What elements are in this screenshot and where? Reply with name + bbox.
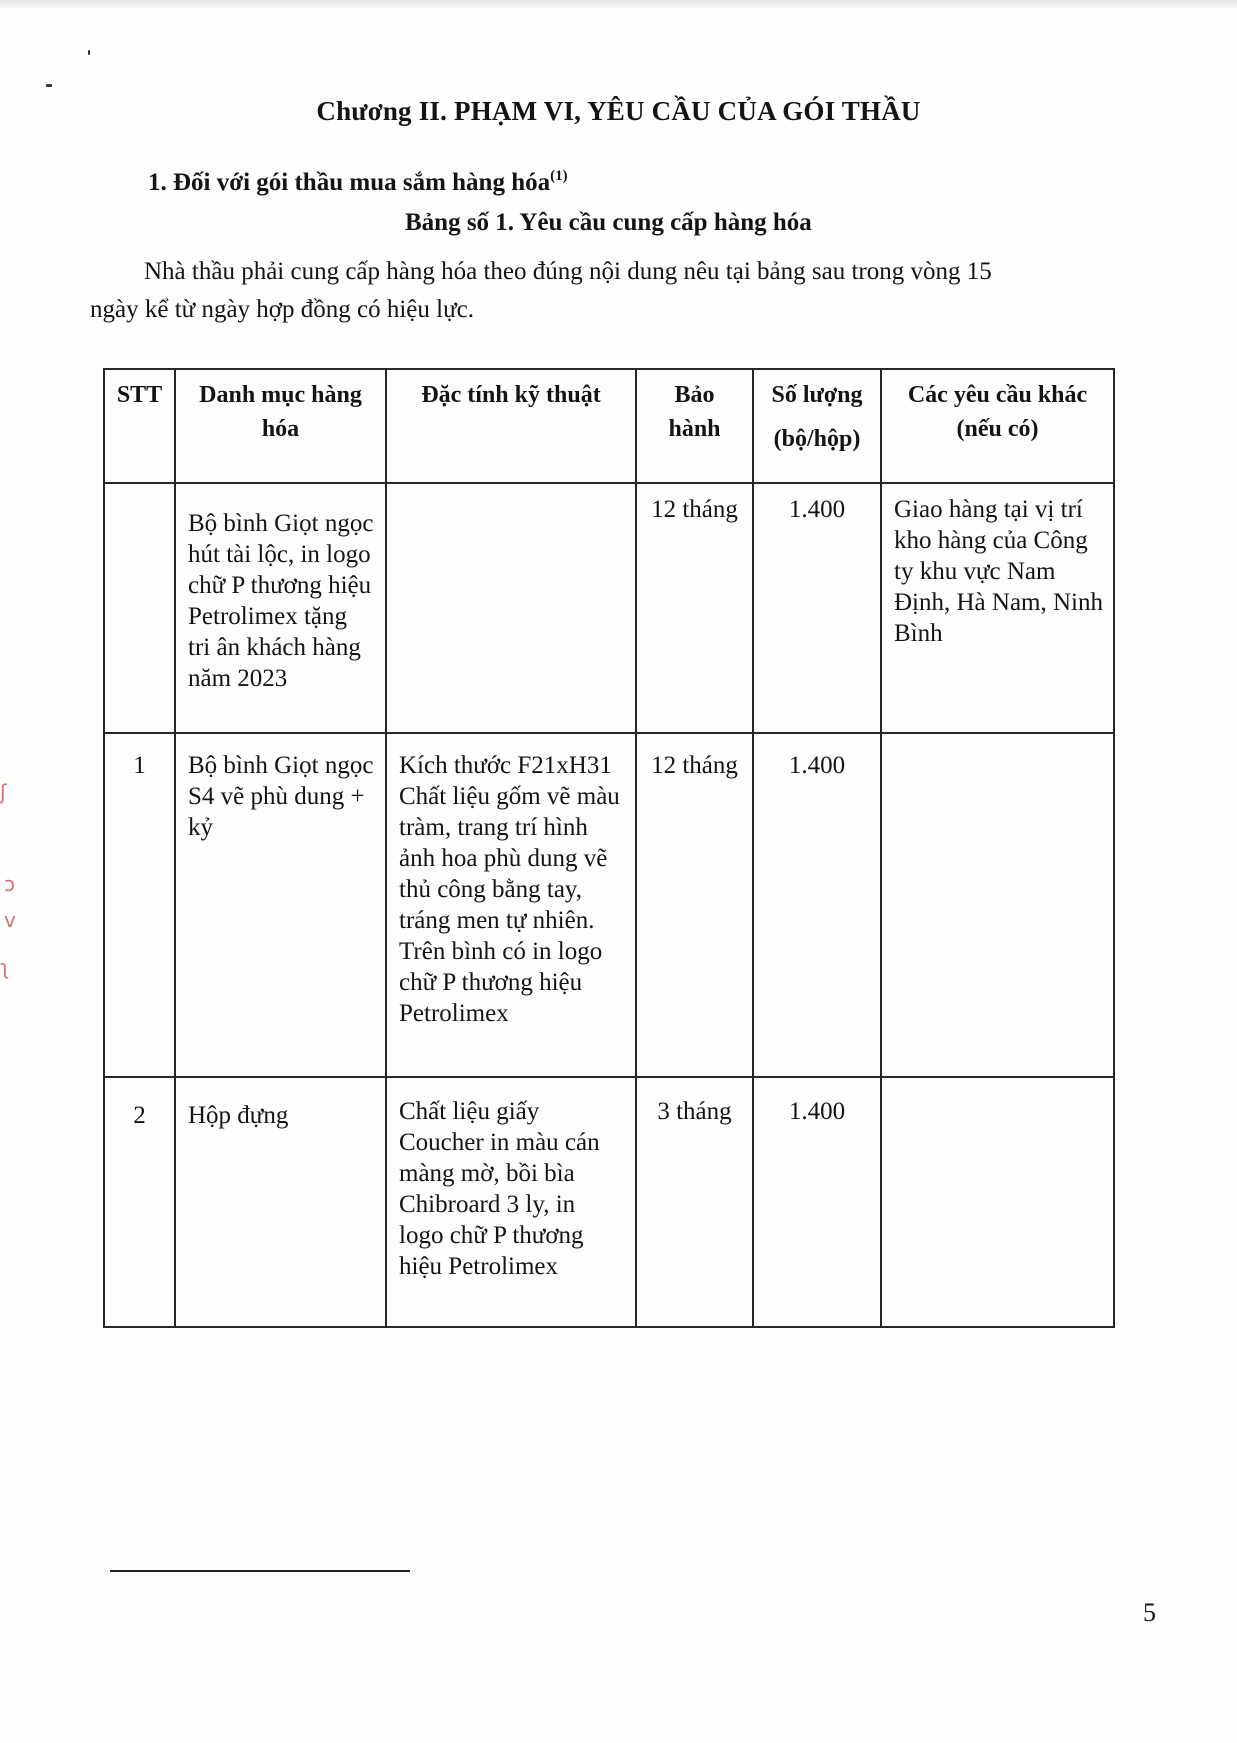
margin-stamp-mark: v <box>4 908 16 932</box>
margin-stamp-mark: ↄ <box>4 872 15 896</box>
cell-stt: 2 <box>104 1077 175 1327</box>
intro-line: ngày kể từ ngày hợp đồng có hiệu lực. <box>90 296 474 323</box>
cell-other <box>881 733 1114 1077</box>
cell-stt: 1 <box>104 733 175 1077</box>
header-quantity-unit: (bộ/hộp) <box>773 426 861 452</box>
cell-spec <box>386 483 636 733</box>
header-stt: STT <box>104 369 175 483</box>
cell-quantity: 1.400 <box>753 1077 881 1327</box>
margin-stamp-mark: ʃ <box>0 780 7 804</box>
margin-stamp-mark: ʅ <box>0 955 10 979</box>
header-spec: Đặc tính kỹ thuật <box>386 369 636 483</box>
cell-quantity: 1.400 <box>753 483 881 733</box>
cell-warranty: 12 tháng <box>636 483 753 733</box>
table-row <box>104 733 1114 1077</box>
scan-speck <box>88 50 90 55</box>
cell-warranty: 3 tháng <box>636 1077 753 1327</box>
footnote-separator <box>110 1570 410 1572</box>
cell-spec: Chất liệu giấy Coucher in màu cán màng mờ, bồi bìa Chibroard 3 ly, in logo chữ P thương hiệu Petrolimex <box>386 1077 636 1327</box>
chapter-title: Chương II. PHẠM VI, YÊU CẦU CỦA GÓI THẦU <box>316 96 921 126</box>
intro-paragraph <box>90 253 1140 329</box>
cell-stt <box>104 483 175 733</box>
page-number: 5 <box>1143 1598 1156 1627</box>
intro-line: Nhà thầu phải cung cấp hàng hóa theo đúng nội dung nêu tại bảng sau trong vòng 15 <box>144 258 992 285</box>
table-row <box>104 483 1114 733</box>
header-item: Danh mục hàng hóa <box>175 369 386 483</box>
header-warranty: Bảo hành <box>636 369 753 483</box>
cell-item: Hộp đựng <box>175 1077 386 1327</box>
cell-quantity: 1.400 <box>753 733 881 1077</box>
header-quantity-label: Số lượng <box>771 382 863 408</box>
goods-requirements-table <box>103 368 1115 1328</box>
header-other: Các yêu cầu khác (nếu có) <box>881 369 1114 483</box>
cell-other: Giao hàng tại vị trí kho hàng của Công ty khu vực Nam Định, Hà Nam, Ninh Bình <box>881 483 1114 733</box>
cell-item: Bộ bình Giọt ngọc hút tài lộc, in logo chữ P thương hiệu Petrolimex tặng tri ân khách hàng năm 2023 <box>175 483 386 733</box>
section-heading <box>148 168 568 197</box>
footnote-ref: (1) <box>550 168 568 184</box>
scan-edge <box>0 0 1237 8</box>
cell-spec: Kích thước F21xH31 Chất liệu gốm vẽ màu tràm, trang trí hình ảnh hoa phù dung vẽ thủ công bằng tay, tráng men tự nhiên. Trên bình có in logo chữ P thương hiệu Petrolimex <box>386 733 636 1077</box>
section-heading-text: 1. Đối với gói thầu mua sắm hàng hóa <box>148 169 551 196</box>
cell-other <box>881 1077 1114 1327</box>
cell-warranty: 12 tháng <box>636 733 753 1077</box>
table-caption: Bảng số 1. Yêu cầu cung cấp hàng hóa <box>405 209 812 236</box>
table-header-row <box>104 369 1114 483</box>
scan-speck <box>46 84 52 87</box>
table-row <box>104 1077 1114 1327</box>
header-quantity <box>753 369 881 483</box>
cell-item: Bộ bình Giọt ngọc S4 vẽ phù dung + kỷ <box>175 733 386 1077</box>
